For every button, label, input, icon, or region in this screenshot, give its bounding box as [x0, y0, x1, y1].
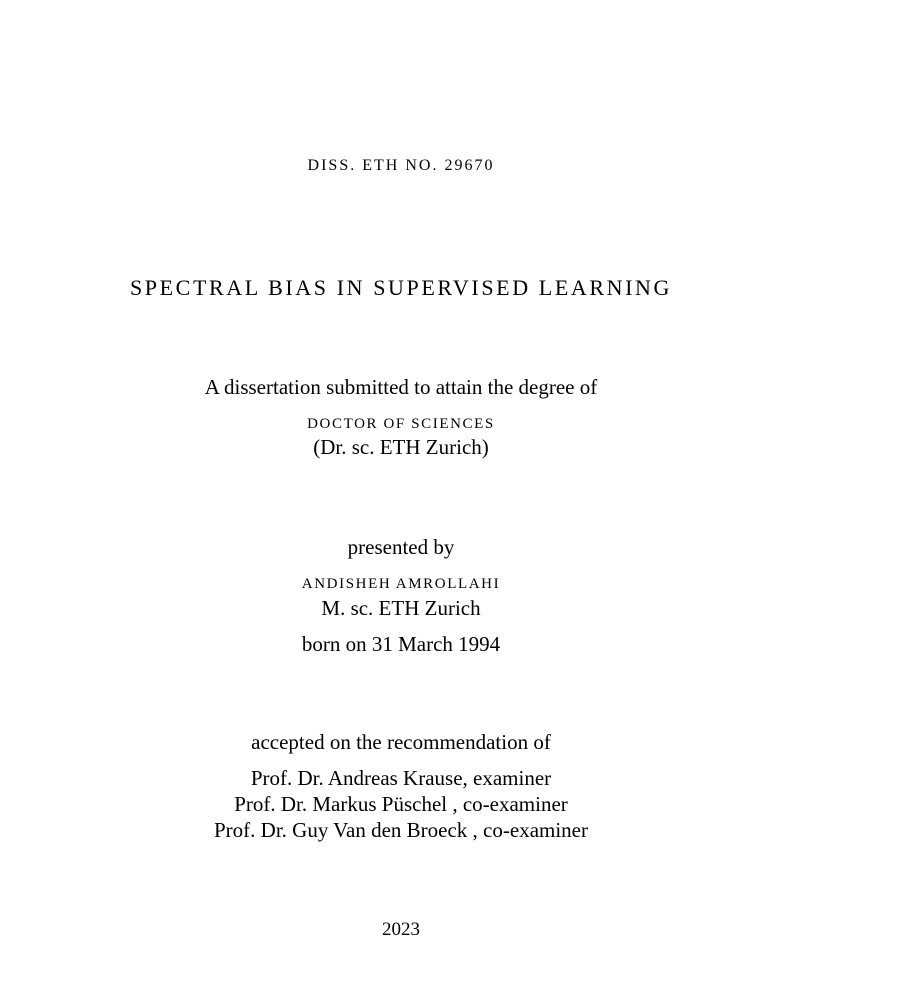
recommendation-label: accepted on the recommendation of	[251, 730, 551, 754]
year: 2023	[382, 919, 420, 940]
presented-by-label: presented by	[347, 535, 455, 559]
examiner-co-1: Prof. Dr. Markus Püschel , co-examiner	[234, 792, 568, 816]
degree-name: DOCTOR OF SCIENCES	[307, 416, 495, 432]
author-name: ANDISHEH AMROLLAHI	[301, 576, 501, 592]
dissertation-number: DISS. ETH NO. 29670	[307, 157, 495, 174]
author-prior-degree: M. sc. ETH Zurich	[321, 596, 481, 620]
examiner-co-2: Prof. Dr. Guy Van den Broeck , co-examiner	[213, 818, 588, 842]
author-birth: born on 31 March 1994	[301, 632, 501, 656]
examiner-primary: Prof. Dr. Andreas Krause, examiner	[250, 766, 552, 790]
submission-statement: A dissertation submitted to attain the degree of	[204, 375, 598, 399]
thesis-title: SPECTRAL BIAS IN SUPERVISED LEARNING	[129, 275, 673, 300]
degree-institution-note: (Dr. sc. ETH Zurich)	[313, 435, 489, 459]
